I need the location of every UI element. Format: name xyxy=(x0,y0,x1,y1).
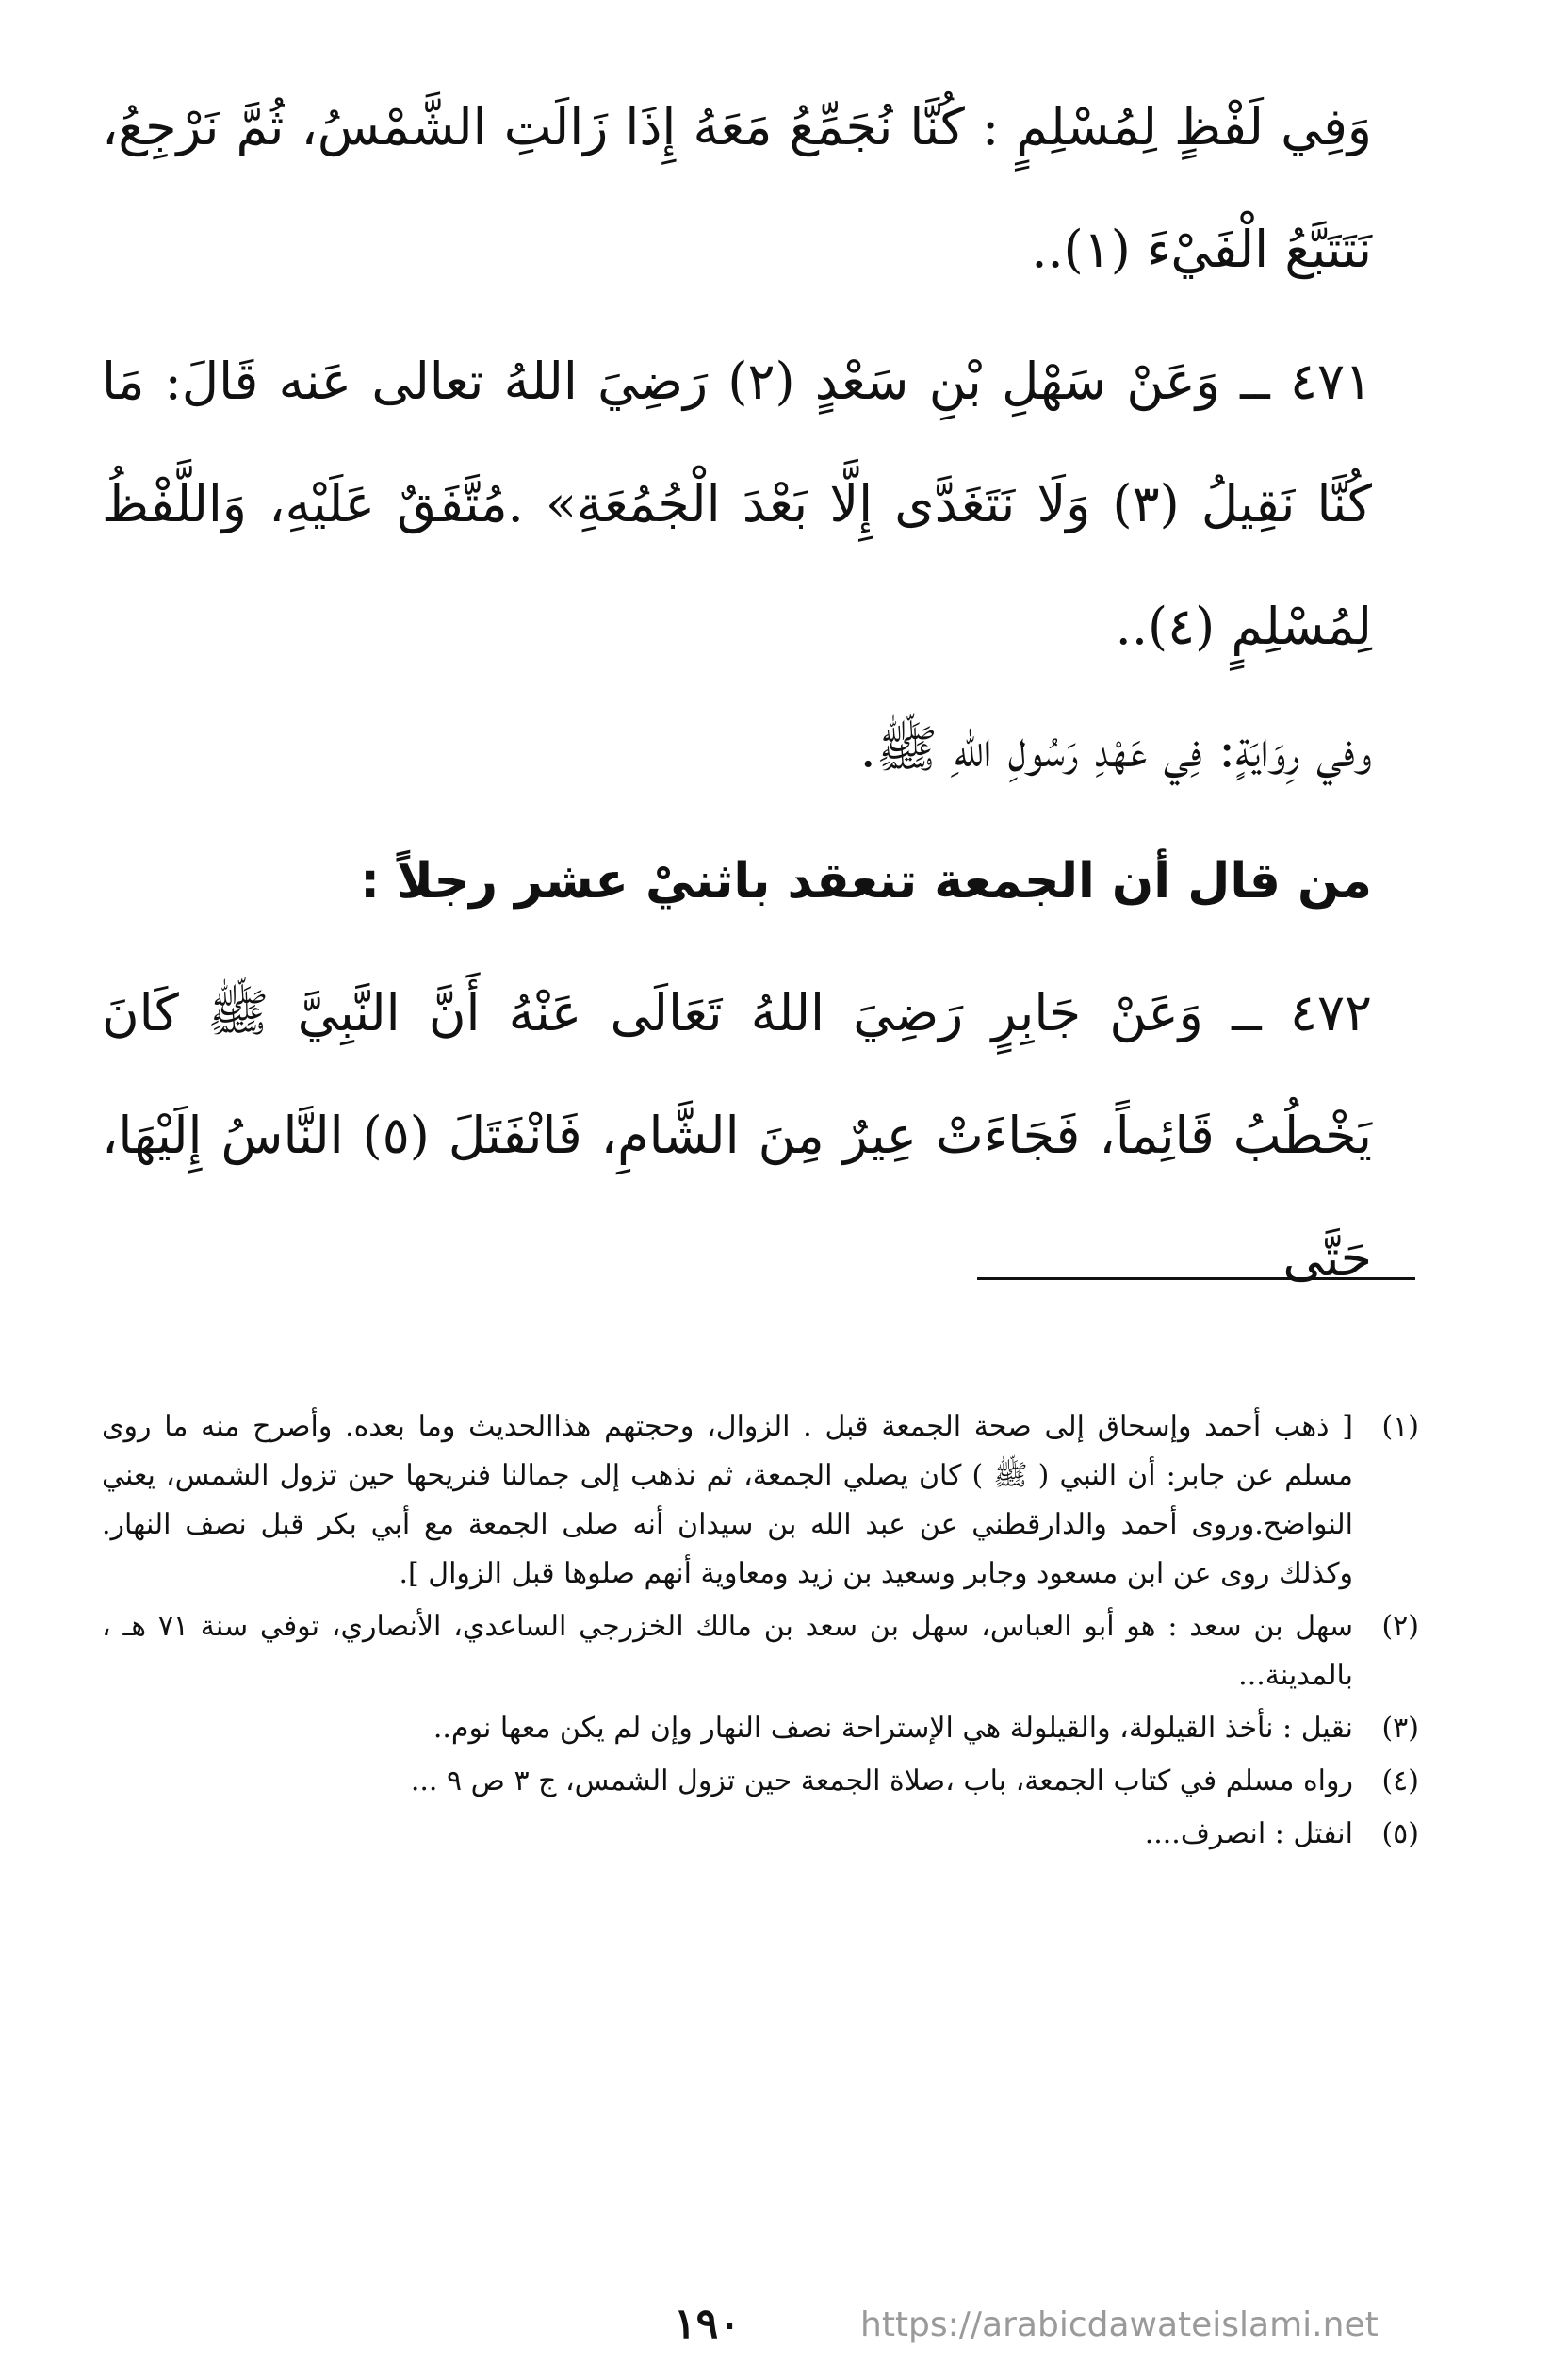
footnote-2 xyxy=(102,1602,1419,1700)
paragraph-another-narration: وفي رِوَايَةٍ: فِي عَهْدِ رَسُولِ اللهِ ﷺ. xyxy=(859,719,1372,779)
section-heading: من قال أن الجمعة تنعقد باثنيْ عشر رجلاً : xyxy=(360,853,1372,910)
paragraph-muslim-wording: وَفِي لَفْظٍ لِمُسْلِمٍ : كُنَّا نُجَمِّعُ مَعَهُ إِذَا زَالَتِ الشَّمْسُ، ثُمَّ نَرْجِعُ، نَتَتَبَّعُ الْفَيْءَ (١).. xyxy=(102,97,1372,279)
footnote-4 xyxy=(102,1757,1419,1806)
page-number: ١٩٠ xyxy=(674,2300,741,2348)
footnote-3 xyxy=(102,1704,1419,1753)
footnote-text: انفتل : انصرف.... xyxy=(1144,1817,1353,1850)
footnote-text: نقيل : نأخذ القيلولة، والقيلولة هي الإستراحة نصف النهار وإن لم يكن معها نوم.. xyxy=(433,1712,1353,1745)
hadith-472: ٤٧٢ ــ وَعَنْ جَابِرٍ رَضِيَ اللهُ تَعَالَى عَنْهُ أَنَّ النَّبِيَّ ﷺ كَانَ يَخْطُبُ قَائِماً، فَجَاءَتْ عِيرٌ مِنَ الشَّامِ، فَانْفَتَلَ (٥) النَّاسُ إِلَيْهَا، حَتَّى xyxy=(102,983,1372,1288)
footnotes xyxy=(102,1403,1419,1863)
footnote-number: (٤) xyxy=(1381,1764,1419,1797)
footnote-number: (٣) xyxy=(1381,1712,1419,1745)
footnote-number: (١) xyxy=(1381,1410,1419,1443)
footnote-divider xyxy=(977,1277,1415,1280)
hadith-471: ٤٧١ ــ وَعَنْ سَهْلِ بْنِ سَعْدٍ (٢) رَضِيَ اللهُ تعالى عَنه قَالَ: مَا كُنَّا نَقِيلُ (٣) وَلَا نَتَغَدَّى إِلَّا بَعْدَ الْجُمُعَةِ» .مُتَّفَقٌ عَلَيْهِ، وَاللَّفْظُ لِمُسْلِمٍ (٤).. xyxy=(102,352,1372,656)
footnote-text: سهل بن سعد : هو أبو العباس، سهل بن سعد بن مالك الخزرجي الساعدي، الأنصاري، توفي سنة ٧١ هـ ، بالمدينة... xyxy=(102,1610,1353,1692)
footnote-text: رواه مسلم في كتاب الجمعة، باب ،صلاة الجمعة حين تزول الشمس، ج ٣ ص ٩ ... xyxy=(410,1764,1353,1797)
footnote-number: (٢) xyxy=(1381,1610,1419,1643)
footnote-1 xyxy=(102,1403,1419,1599)
footnote-number: (٥) xyxy=(1381,1817,1419,1850)
footnote-5 xyxy=(102,1810,1419,1859)
footnote-text: [ ذهب أحمد وإسحاق إلى صحة الجمعة قبل . الزوال، وحجتهم هذاالحديث وما بعده. وأصرح منه ما روى مسلم عن جابر: أن النبي ( ﷺ ) كان يصلي الجمعة، ثم نذهب إلى جمالنا فنريحها حين تزول الشمس، يعني النواضح.وروى أحمد والدارقطني عن عبد الله بن سيدان أنه صلى الجمعة مع أبي بكر قبل نصف النهار. وكذلك روى عن ابن مسعود وجابر وسعيد بن زيد ومعاوية أنهم صلوها قبل الزوال ]. xyxy=(102,1410,1353,1590)
watermark-url: https://arabicdawateislami.net xyxy=(860,2306,1379,2344)
main-text xyxy=(102,66,1372,1320)
